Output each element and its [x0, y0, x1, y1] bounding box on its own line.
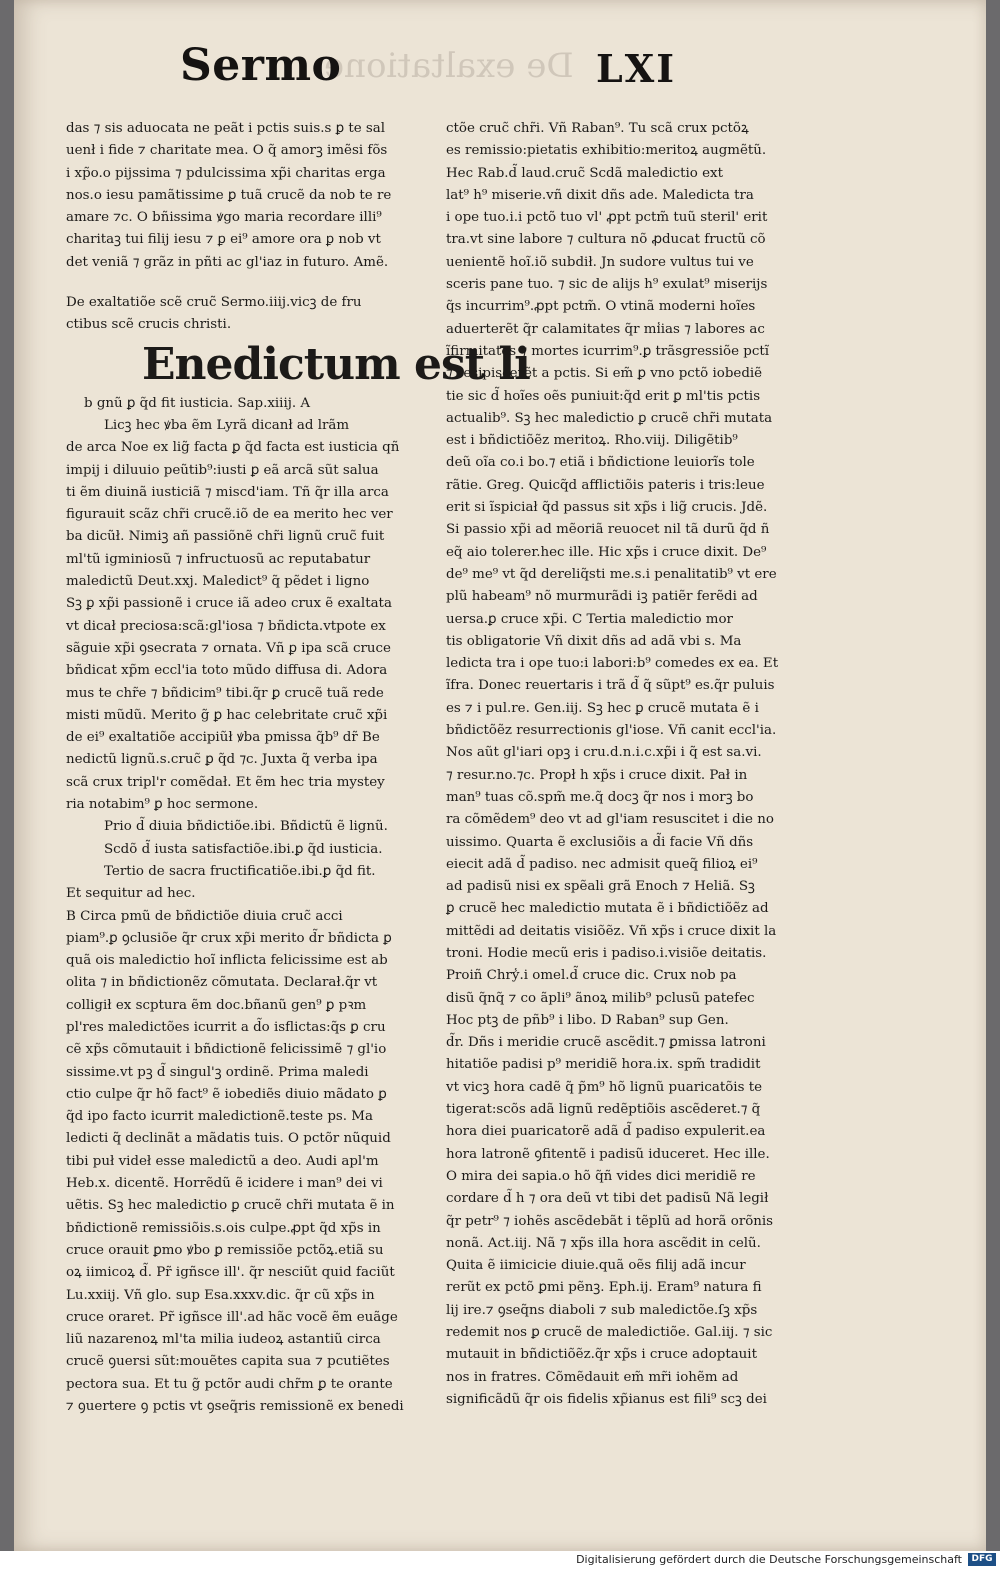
text-line: Proiñ Chry̾.i omel.d̃ cruce dic. Crux nob pa — [446, 968, 737, 984]
text-line: det veniã ⁊ grãz in pñti ac gl'iaz in futuro. Amẽ. — [66, 254, 389, 270]
bleed-through-text: De exaltatione — [324, 46, 574, 86]
text-line: ledicta tra i ope tuo:i labori:b⁹ comedes ex ea. Et — [446, 656, 779, 672]
text-line: quã ois maledictio hoĩ inflicta felicissime est ab — [66, 953, 388, 969]
text-line: significãdũ q̃r ois fidelis xp̃ianus est fili⁹ scꝫ dei — [446, 1391, 767, 1407]
text-line: tra.vt sine labore ⁊ cultura nõ ꝓducat fructũ cõ — [446, 232, 766, 248]
text-line: Quita ẽ iimicicie diuie.quã oẽs filij adã incur — [446, 1258, 746, 1274]
text-line: amare ⁊c. O bñissima ꝟgo maria recordare illi⁹ — [66, 210, 382, 226]
text-line: eiecit adã d̃ padiso. nec admisit queq̃ filioꝝ ei⁹ — [446, 856, 758, 872]
text-line: disũ q̃nq̃ ⁊ co ãpli⁹ ãnoꝝ milib⁹ pclusũ patefec — [446, 990, 755, 1006]
left-column — [66, 118, 530, 1418]
text-line: cẽ xp̃s cõmutauit i bñdictionẽ felicissimẽ ⁊ gl'io — [66, 1042, 387, 1058]
text-line: sissime.vt pꝫ d̃ singul'ꝫ ordinẽ. Prima maledi — [66, 1064, 369, 1080]
text-line: q̃d ipo facto icurrit maledictionẽ.teste ps. Ma — [66, 1109, 374, 1125]
book-page — [14, 0, 986, 1551]
text-line: tibi puł videł esse maledictũ a deo. Audi apl'm — [66, 1153, 379, 1169]
text-line: cordare d̃ h ⁊ ora deũ vt tibi det padisũ Nã legił — [446, 1191, 769, 1207]
text-line: aduerterẽt q̃r calamitates q̃r mi̾ias ⁊ labores ac — [446, 321, 765, 337]
text-line: ctõe cruc̃ chr̃i. Vñ Raban⁹. Tu scã crux pctõꝝ — [446, 121, 749, 136]
text-line: Scdõ d̃ iusta satisfactiõe.ibi.ꝑ q̃d iusticia. — [104, 841, 383, 857]
text-line: de ei⁹ exaltatiõe accipiũł ꝟba pmissa q̃b⁹ dr̃ Be — [66, 730, 380, 746]
text-line: actualib⁹. Sꝫ hec maledictio ꝑ crucẽ chr̃i mutata — [446, 410, 773, 426]
text-line: nos.o iesu pamãtissime ꝑ tuã crucẽ da nob te re — [66, 187, 392, 203]
text-line: b gnũ ꝑ q̃d fit iusticia. Sap.xiiij. A — [84, 395, 311, 411]
text-line: charitaꝫ tui filij iesu ⁊ ꝑ ei⁹ amore ora ꝑ nob vt — [66, 232, 381, 248]
running-head-left: Sermo — [180, 40, 342, 91]
text-line: hora latronẽ ꝯfitentẽ i padisũ iduceret. Hec ille. — [446, 1146, 770, 1162]
text-line: liũ nazarenoꝝ ml'ta milia iudeoꝝ astantiũ circa — [66, 1332, 381, 1348]
text-line: ĩfirmitates ⁊ mortes icurrim⁹.ꝑ trãsgressiõe pctĩ — [446, 343, 770, 359]
text-line: ra cõmẽdem⁹ deo vt ad gl'iam resuscitet i die no — [446, 812, 774, 828]
text-line: Si passio xp̃i ad mẽoriã reuocet nil tã durũ q̃d ñ — [446, 522, 770, 538]
text-line: eq̃ aio tolerer.hec ille. Hic xp̃s i cruce dixit. De⁹ — [446, 544, 767, 560]
text-line: deũ oĩa co.i bo.⁊ etiã i bñdictione leuiorĩs tole — [446, 455, 755, 471]
text-line: ledicti q̃ declinãt a mãdatis tuis. O pctõr nũquid — [66, 1131, 391, 1147]
text-line: q̃r petr⁹ ⁊ iohẽs ascẽdebãt i tẽplũ ad horã orõnis — [446, 1213, 774, 1229]
text-line: q̃s incurrim⁹.ꝓpt pctm̃. O vtinã moderni hoĩes — [446, 299, 756, 315]
text-line: tigerat:scõs adã lignũ redẽptiõis ascẽderet.⁊ q̃ — [446, 1102, 761, 1118]
text-line: pl'res maledictões icurrit a d̃o isflictas:q̃s ꝑ cru — [66, 1019, 386, 1035]
text-line: ⁊ ꝯuertere ꝯ pctis vt ꝯseq̃ris remissionẽ ex benedi — [66, 1399, 404, 1415]
text-line: olita ⁊ in bñdictionẽz cõmutata. Declarał.q̃r vt — [66, 975, 378, 991]
text-line: Licꝫ hec ꝟba ẽm Lyrã dicanł ad lrãm — [104, 417, 350, 433]
text-line: scã crux tripl'r comẽdał. Et ẽm hec tria mystey — [66, 774, 385, 790]
text-line: nonã. Act.iij. Nã ⁊ xp̃s illa hora ascẽdit in celũ. — [446, 1235, 761, 1251]
text-line: Tertio de sacra fructificatiõe.ibi.ꝑ q̃d fit. — [104, 863, 376, 879]
text-line: cruce orauit ꝑmo ꝟbo ꝑ remissiõe pctõꝝ.etiã su — [66, 1242, 384, 1258]
text-line: uissimo. Quarta ẽ exclusiõis a d̃i facie Vñ dñs — [446, 834, 754, 850]
text-line: Nos aũt gl'iari opꝫ i cru.d.n.i.c.xp̃i i q̃ est sa.vi. — [446, 745, 762, 761]
text-line: O mira dei sapia.o hõ q̃ñ vides dici meridiẽ re — [446, 1168, 756, 1184]
text-line: maledictũ Deut.xxj. Maledict⁹ q̃ pẽdet i ligno — [66, 574, 370, 590]
text-line: ti ẽm diuinã iusticiã ⁊ miscd'iam. Tñ q̃r illa arca — [66, 484, 389, 500]
text-line: uẽtis. Sꝫ hec maledictio ꝑ crucẽ chr̃i mutata ẽ in — [66, 1198, 395, 1214]
text-line: Et sequitur ad hec. — [66, 886, 196, 902]
text-line: impij i diluuio peũtib⁹:iusti ꝑ eã arcã sũt salua — [66, 462, 379, 478]
text-line: bñdictõẽz resurrectionis gl'iose. Vñ canit eccl'ia. — [446, 723, 777, 739]
text-line: Heb.x. dicentẽ. Horrẽdũ ẽ icidere i man⁹ dei vi — [66, 1176, 383, 1192]
text-line: crucẽ ꝯuersi sũt:mouẽtes capita sua ⁊ pcutiẽtes — [66, 1354, 390, 1370]
text-line: tie sic d̃ hoĩes oẽs puniuit:q̃d erit ꝑ ml'tis pctis — [446, 388, 761, 404]
text-line: misti mũdũ. Merito g̃ ꝑ hac celebritate cruc̃ xp̃i — [66, 707, 388, 723]
text-line: de⁹ me⁹ vt q̃d dereliq̃sti me.s.i penalitatib⁹ vt ere — [446, 566, 777, 582]
text-line: Hec Rab.d̃ laud.cruc̃ Scdã maledictio ext — [446, 165, 723, 181]
text-line: piam⁹.ꝑ ꝯclusiõe q̃r crux xp̃i merito d̃r bñdicta ꝑ — [66, 930, 392, 946]
text-line: Hoc ptꝫ de pñb⁹ i libo. D Raban⁹ sup Gen. — [446, 1012, 729, 1028]
text-line: Lu.xxiij. Vñ glo. sup Esa.xxxv.dic. q̃r cũ xp̃s in — [66, 1287, 375, 1303]
text-line: mus te chr̃e ⁊ bñdicim⁹ tibi.q̃r ꝑ crucẽ tuã rede — [66, 685, 384, 701]
text-line: lij ire.⁊ ꝯseq̃ns diaboli ⁊ sub maledictõe.ſꝫ xp̃s — [446, 1302, 758, 1318]
text-line: Enedictum est li — [142, 338, 530, 390]
text-line: nedictũ lignũ.s.cruc̃ ꝑ q̃d ⁊c. Juxta q̃ verba ipa — [66, 752, 378, 768]
text-line: ad padisũ nisi ex spẽali grã Enoch ⁊ Heliã. Sꝫ — [446, 879, 755, 895]
text-line: i ope tuo.i.i pctõ tuo vl' ꝓpt pctm̃ tuũ steril' erit — [446, 210, 768, 226]
text-line: oꝝ iimicoꝝ d̃. Pr̃ igñsce ill'. q̃r nesciũt quid faciũt — [66, 1265, 395, 1281]
text-line: hora diei puaricatorẽ adã d̃ padiso expulerit.ea — [446, 1124, 766, 1140]
text-line: d̃r. Dñs i meridie crucẽ ascẽdit.⁊ ꝑmissa latroni — [446, 1035, 766, 1051]
text-line: nos in fratres. Cõmẽdauit em̃ mr̃i iohẽm ad — [446, 1369, 739, 1385]
text-line: es ⁊ i pul.re. Gen.iij. Sꝫ hec ꝑ crucẽ mutata ẽ i — [446, 700, 759, 716]
text-line: bñdictionẽ remissiõis.s.ois culpe.ꝓpt q̃d xp̃s in — [66, 1220, 381, 1236]
text-line — [66, 274, 432, 292]
text-line: lat⁹ h⁹ miserie.vñ dixit dñs ade. Maledicta tra — [446, 187, 754, 203]
text-line: pectora sua. Et tu g̃ pctõr audi chr̃m ꝑ te orante — [66, 1376, 393, 1392]
text-line: rãtie. Greg. Quicq̃d afflictiõis pateris i tris:leue — [446, 477, 765, 493]
text-line: B Circa pmũ de bñdictiõe diuia cruc̃ acci — [66, 908, 343, 924]
text-line: mittẽdi ad deitatis visiõẽz. Vñ xp̃s i cruce dixit la — [446, 923, 777, 939]
text-line: das ⁊ sis aduocata ne peãt i pctis suis.s ꝑ te sal — [66, 121, 386, 136]
footer-bar — [0, 1551, 1000, 1569]
text-line: colligił ex scptura ẽm doc.bñanũ gen⁹ ꝑ pꝛm — [66, 997, 367, 1013]
text-line: man⁹ tuas cõ.spm̃ me.q̃ docꝫ q̃r nos i morꝫ bo — [446, 789, 754, 805]
text-line: sãguie xp̃i ꝯsecrata ⁊ ornata. Vñ ꝑ ipa scã cruce — [66, 640, 391, 656]
running-head-folio: LXI — [596, 46, 676, 91]
text-line: ba dicũł. Nimiꝫ añ passiõnẽ chr̃i lignũ cruc̃ fuit — [66, 529, 385, 545]
text-line: ꝑ crucẽ hec maledictio mutata ẽ i bñdictiõẽz ad — [446, 901, 769, 917]
text-line: ml'tũ igminiosũ ⁊ infructuosũ ac reputabatur — [66, 551, 371, 567]
text-line: ctio culpe q̃r hõ fact⁹ ẽ iobediẽs diuio mãdato ꝑ — [66, 1086, 387, 1102]
text-line: troni. Hodie mecũ eris i padiso.i.visiõe deitatis. — [446, 945, 767, 961]
scan-background — [986, 0, 1000, 1551]
text-line: plũ habeam⁹ nõ murmurãdi iꝫ patiẽr ferẽdi ad — [446, 589, 758, 605]
text-line: hitatiõe padisi p⁹ meridiẽ hora.ix. spm̃ tradidit — [446, 1057, 761, 1073]
text-line: De exaltatiõe scẽ cruc̃ Sermo.iiij.vicꝫ de fru — [66, 295, 362, 311]
text-line: Prio d̃ diuia bñdictiõe.ibi. Bñdictũ ẽ lignũ. — [104, 819, 388, 835]
text-line: rerũt ex pctõ ꝑmi pẽnꝫ. Eph.ij. Eram⁹ natura fi — [446, 1280, 762, 1296]
text-line: sceris pane tuo. ⁊ sic de alijs h⁹ exulat⁹ miserijs — [446, 277, 768, 293]
right-column — [446, 118, 832, 1411]
text-line: uenientẽ hoĩ.iõ subdił. Jn sudore vultus tui ve — [446, 254, 754, 270]
text-line: bñdicat xp̃m eccl'ia toto mũdo diffusa di. Adora — [66, 663, 388, 679]
text-line: de arca Noe ex lig̃ facta ꝑ q̃d facta est iusticia qñ — [66, 440, 400, 456]
text-line: mutauit in bñdictiõẽz.q̃r xp̃s i cruce adoptauit — [446, 1347, 757, 1363]
text-line: uersa.ꝑ cruce xp̃i. C Tertia maledictio mor — [446, 611, 733, 627]
text-line: es remissio:pietatis exhibitio:meritoꝝ augmẽtũ. — [446, 143, 767, 159]
text-line: est i bñdictiõẽz meritoꝝ. Rho.viij. Diligẽtib⁹ — [446, 433, 738, 449]
text-line: erit si ĩspiciał q̃d passus sit xp̃s i lig̃ crucis. Jdẽ. — [446, 500, 768, 516]
text-line: tis obligatorie Vñ dixit dñs ad adã vbi s. Ma — [446, 633, 742, 649]
text-line: vt vicꝫ hora cadẽ q̃ p̃m⁹ hõ lignũ puaricatõis te — [446, 1079, 763, 1095]
text-line: i xp̃o.o pijssima ⁊ pdulcissima xp̃i charitas erga — [66, 165, 386, 181]
text-line: ĩfra. Donec reuertaris i trã d̃ q̃ sũpt⁹ es.q̃r puluis — [446, 678, 775, 694]
text-line: cruce oraret. Pr̃ igñsce ill'.ad hãc vocẽ ẽm euãge — [66, 1309, 398, 1325]
text-line: ria notabim⁹ ꝑ hoc sermone. — [66, 797, 259, 813]
text-line: vt dicał preciosa:scã:gl'iosa ⁊ bñdicta.vtpote ex — [66, 618, 386, 634]
dfg-logo: DFG — [968, 1553, 996, 1566]
text-line: ⁊ resur.no.⁊c. Propł h xp̃s i cruce dixit. Pał in — [446, 767, 748, 783]
footer-credit: Digitalisierung gefördert durch die Deutsche Forschungsgemeinschaft — [576, 1553, 962, 1566]
text-line: redemit nos ꝑ crucẽ de maledictiõe. Gal.iij. ⁊ sic — [446, 1325, 773, 1341]
text-line: ctibus scẽ crucis christi. — [66, 317, 232, 333]
text-line: Sꝫ ꝑ xp̃i passionẽ i cruce iã adeo crux ẽ exaltata — [66, 596, 392, 612]
text-line: uenł i fide ⁊ charitate mea. O q̃ amorꝫ imẽsi fõs — [66, 143, 388, 159]
text-line: figurauit scãz chr̃i crucẽ.iõ de ea merito hec ver — [66, 507, 393, 523]
text-line: ⁊ resipiscerẽt a pctis. Si em̃ ꝑ vno pctõ iobediẽ — [446, 366, 763, 382]
